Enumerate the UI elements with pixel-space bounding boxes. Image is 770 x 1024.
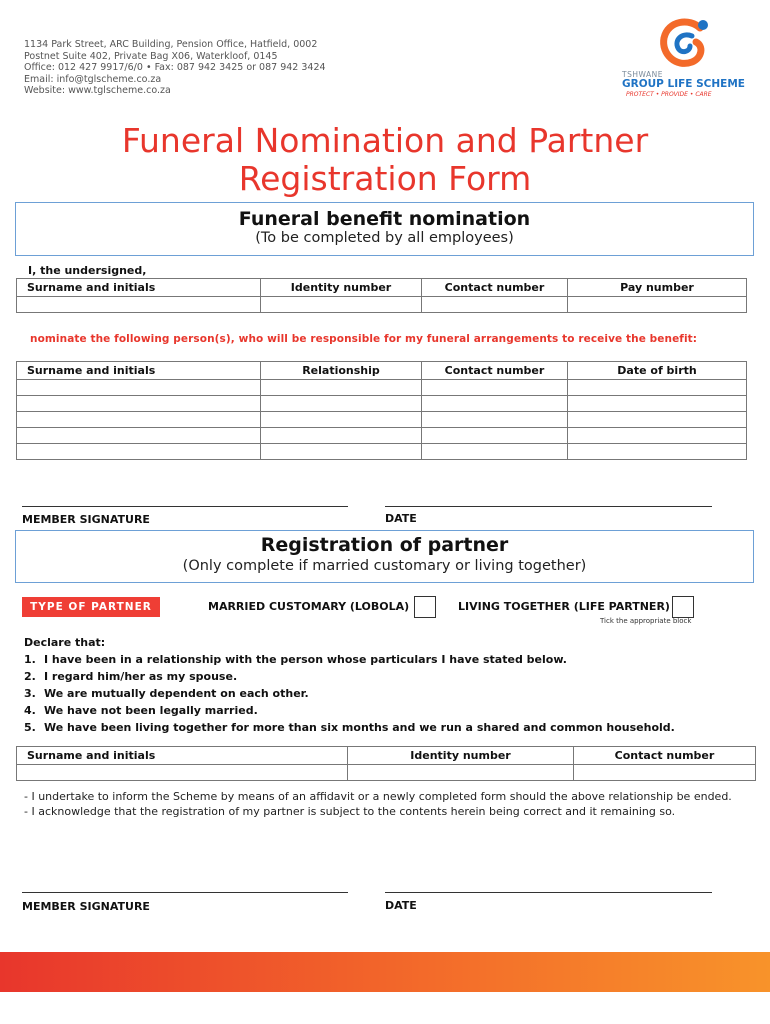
logo-tagline: PROTECT • PROVIDE • CARE [626,91,712,98]
col-partner-surname-header: Surname and initials [17,747,348,765]
title-line2: Registration Form [238,159,532,198]
partner-subheading: (Only complete if married customary or living together) [182,558,587,574]
nominee-contact-field[interactable] [422,412,568,428]
nominee-surname-field[interactable] [17,444,261,460]
partner-input-row [17,765,756,781]
title-line1: Funeral Nomination and Partner [121,121,649,160]
nomination-heading: Funeral benefit nomination [238,208,531,230]
nominee-dob-field[interactable] [568,444,747,460]
nominee-relationship-field[interactable] [261,444,422,460]
nominee-table [16,361,747,460]
col-relationship-header: Relationship [261,362,422,380]
member-signature-label: MEMBER SIGNATURE [22,513,150,526]
form-title [0,122,770,198]
col-nominee-contact-header: Contact number [422,362,568,380]
type-of-partner-badge: TYPE OF PARTNER [22,597,160,617]
partner-identity-field[interactable] [348,765,574,781]
col-contact-header: Contact number [422,279,568,297]
logo-line1: TSHWANE [622,70,663,79]
declaration-text: We have not been legally married. [44,704,258,717]
nominee-row [17,380,747,396]
nominee-surname-field[interactable] [17,412,261,428]
nominee-dob-field[interactable] [568,380,747,396]
date-label: DATE [385,512,417,525]
member-identity-field[interactable] [261,297,422,313]
address-line: 1134 Park Street, ARC Building, Pension Office, Hatfield, 0002 [24,39,318,50]
col-surname-header: Surname and initials [17,279,261,297]
col-partner-identity-header: Identity number [348,747,574,765]
nominee-relationship-field[interactable] [261,428,422,444]
partner-member-signature-label: MEMBER SIGNATURE [22,900,150,913]
declaration-text: We are mutually dependent on each other. [44,687,309,700]
undersigned-label: I, the undersigned, [28,264,147,277]
declaration-text: I regard him/her as my spouse. [44,670,238,683]
member-pay-field[interactable] [568,297,747,313]
nominee-contact-field[interactable] [422,380,568,396]
nominee-row [17,412,747,428]
note-acknowledge: - I acknowledge that the registration of my partner is subject to the contents herein being correct and it remaining so. [24,805,676,818]
nominee-contact-field[interactable] [422,396,568,412]
note-undertake: - I undertake to inform the Scheme by means of an affidavit or a newly completed form should the above relationship be ended. [24,790,732,803]
declaration-number: 5. [24,721,36,734]
col-dob-header: Date of birth [568,362,747,380]
col-identity-header: Identity number [261,279,422,297]
website-line: Website: www.tglscheme.co.za [24,85,171,96]
logo-line2: GROUP LIFE SCHEME [622,78,745,90]
phone-line: Office: 012 427 9917/6/0 • Fax: 087 942 3425 or 087 942 3424 [24,62,326,73]
partner-panel [15,530,754,583]
nominee-contact-field[interactable] [422,428,568,444]
nominee-row [17,444,747,460]
nominee-relationship-field[interactable] [261,412,422,428]
declaration-item [24,651,675,668]
nominee-surname-field[interactable] [17,380,261,396]
nominee-surname-field[interactable] [17,396,261,412]
living-together-checkbox[interactable] [672,596,694,618]
declare-title: Declare that: [24,636,106,649]
living-together-label: LIVING TOGETHER (LIFE PARTNER) [458,600,670,613]
declaration-number: 2. [24,670,36,683]
declaration-number: 3. [24,687,36,700]
nominee-dob-field[interactable] [568,412,747,428]
nominee-relationship-field[interactable] [261,380,422,396]
nominee-row [17,428,747,444]
nomination-panel [15,202,754,256]
partner-date-line[interactable] [385,892,712,893]
member-contact-field[interactable] [422,297,568,313]
declaration-item [24,719,675,736]
member-signature-line[interactable] [22,506,348,507]
contact-block [24,39,326,97]
declarations [24,634,675,736]
nominee-row [17,396,747,412]
declaration-item [24,668,675,685]
partner-surname-field[interactable] [17,765,348,781]
swirl-logo-icon [656,16,712,72]
date-line[interactable] [385,506,712,507]
email-line: Email: info@tglscheme.co.za [24,73,162,85]
tick-hint: Tick the appropriate block [600,617,692,625]
married-customary-label: MARRIED CUSTOMARY (LOBOLA) [208,600,410,613]
partner-details-table [16,746,756,781]
declaration-text: I have been in a relationship with the person whose particulars I have stated below. [44,653,567,666]
nominate-statement: nominate the following person(s), who will be responsible for my funeral arrangements to receive the benefit: [30,333,698,345]
declaration-text: We have been living together for more than six months and we run a shared and common household. [44,721,675,734]
partner-contact-field[interactable] [574,765,756,781]
scheme-logo [620,16,745,100]
nomination-subheading: (To be completed by all employees) [255,230,514,246]
partner-member-signature-line[interactable] [22,892,348,893]
col-pay-header: Pay number [568,279,747,297]
nominee-dob-field[interactable] [568,396,747,412]
col-nominee-surname-header: Surname and initials [17,362,261,380]
nominee-contact-field[interactable] [422,444,568,460]
nominee-relationship-field[interactable] [261,396,422,412]
married-customary-checkbox[interactable] [414,596,436,618]
member-details-table [16,278,747,313]
partner-heading: Registration of partner [260,534,509,556]
nominee-dob-field[interactable] [568,428,747,444]
declaration-number: 4. [24,704,36,717]
declaration-item [24,702,675,719]
member-input-row [17,297,747,313]
declaration-item [24,685,675,702]
member-surname-field[interactable] [17,297,261,313]
col-partner-contact-header: Contact number [574,747,756,765]
postnet-line: Postnet Suite 402, Private Bag X06, Waterkloof, 0145 [24,50,278,62]
partner-date-label: DATE [385,899,417,912]
footer-band [0,952,770,992]
partner-notes [24,789,732,819]
declaration-number: 1. [24,653,36,666]
nominee-surname-field[interactable] [17,428,261,444]
